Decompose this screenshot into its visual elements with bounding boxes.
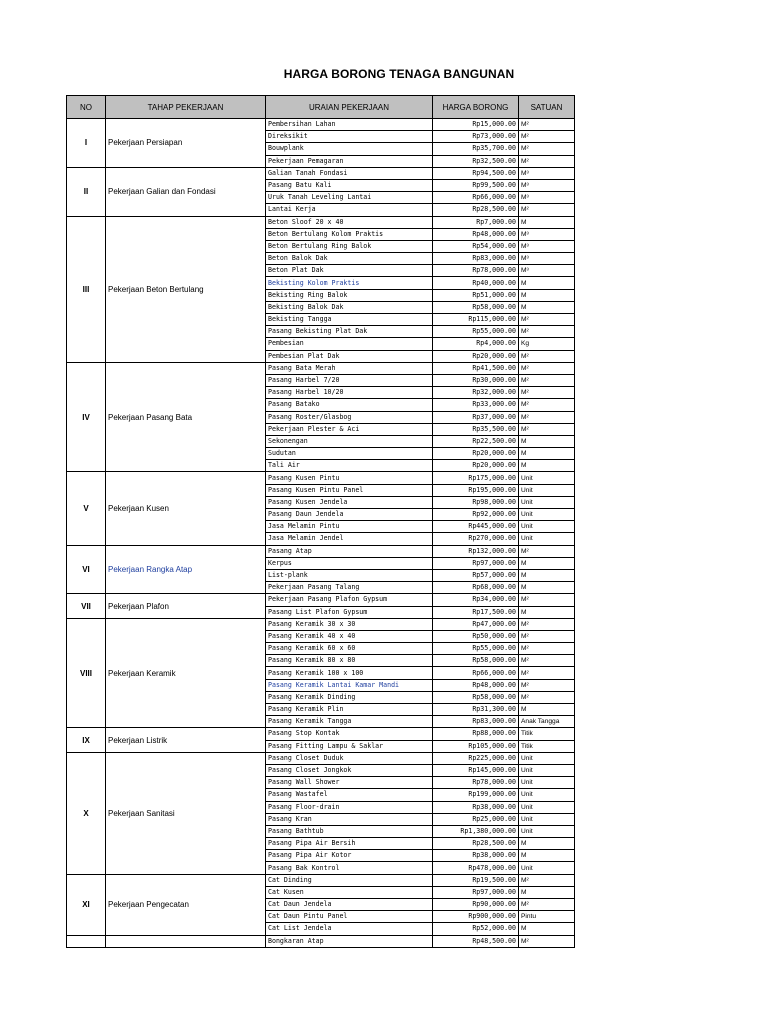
item-unit: M² [519,630,575,642]
item-unit: M² [519,204,575,216]
item-price: Rp35,700.00 [433,143,519,155]
item-price: Rp98,000.00 [433,496,519,508]
item-description: Lantai Kerja [266,204,433,216]
item-unit: M² [519,655,575,667]
item-price: Rp175,000.00 [433,472,519,484]
item-unit: M² [519,411,575,423]
item-unit: Unit [519,777,575,789]
item-price: Rp225,000.00 [433,752,519,764]
item-unit: Unit [519,496,575,508]
item-description: Jasa Melamin Pintu [266,521,433,533]
item-description: Pasang Closet Duduk [266,752,433,764]
item-unit: M [519,435,575,447]
item-price: Rp97,000.00 [433,886,519,898]
header-no: NO [67,96,106,119]
item-unit: M² [519,618,575,630]
item-description: Cat Daun Pintu Panel [266,911,433,923]
item-description: Pasang Keramik Tangga [266,716,433,728]
item-description: Pasang Harbel 7/20 [266,374,433,386]
item-description: Pekerjaan Pemagaran [266,155,433,167]
group-stage: Pekerjaan Listrik [106,728,266,752]
item-price: Rp7,000.00 [433,216,519,228]
item-unit: M² [519,545,575,557]
item-price: Rp97,000.00 [433,557,519,569]
price-table [66,95,575,948]
table-row [67,545,575,557]
group-number: I [67,119,106,168]
item-price: Rp54,000.00 [433,240,519,252]
item-unit: M³ [519,265,575,277]
group-stage [106,935,266,947]
item-price: Rp55,000.00 [433,643,519,655]
item-unit: M [519,923,575,935]
item-unit: M [519,448,575,460]
item-unit: M [519,557,575,569]
item-description: Cat Kusen [266,886,433,898]
header-satuan: SATUAN [519,96,575,119]
item-price: Rp94,500.00 [433,167,519,179]
item-unit: M² [519,143,575,155]
item-price: Rp28,500.00 [433,838,519,850]
item-price: Rp40,000.00 [433,277,519,289]
item-description: Bongkaran Atap [266,935,433,947]
table-row [67,618,575,630]
item-unit: Unit [519,484,575,496]
item-description: Bekisting Ring Balok [266,289,433,301]
item-unit: Anak Tangga [519,716,575,728]
item-description: Pasang Kusen Pintu Panel [266,484,433,496]
group-number: IV [67,362,106,472]
item-price: Rp92,000.00 [433,509,519,521]
item-description: Pasang Keramik 40 x 40 [266,630,433,642]
item-price: Rp445,000.00 [433,521,519,533]
item-unit: Unit [519,509,575,521]
item-unit: M² [519,374,575,386]
header-harga: HARGA BORONG [433,96,519,119]
item-price: Rp37,000.00 [433,411,519,423]
item-unit: Kg [519,338,575,350]
item-price: Rp48,000.00 [433,679,519,691]
item-description: Bouwplank [266,143,433,155]
item-price: Rp78,000.00 [433,265,519,277]
item-description: Pasang Kran [266,813,433,825]
item-description: Bekisting Balok Dak [266,301,433,313]
item-unit: M³ [519,253,575,265]
item-description: Bekisting Kolom Praktis [266,277,433,289]
item-price: Rp47,000.00 [433,618,519,630]
item-price: Rp41,500.00 [433,362,519,374]
item-price: Rp58,000.00 [433,691,519,703]
item-price: Rp20,000.00 [433,448,519,460]
item-unit: Titik [519,728,575,740]
item-unit: M³ [519,240,575,252]
item-price: Rp32,500.00 [433,155,519,167]
item-description: Pasang Bak Kontrol [266,862,433,874]
item-unit: Unit [519,813,575,825]
item-price: Rp35,500.00 [433,423,519,435]
group-stage: Pekerjaan Rangka Atap [106,545,266,594]
item-price: Rp73,000.00 [433,131,519,143]
item-description: Beton Sloof 20 x 40 [266,216,433,228]
item-price: Rp25,000.00 [433,813,519,825]
item-description: Pasang Keramik 60 x 60 [266,643,433,655]
item-price: Rp22,500.00 [433,435,519,447]
item-description: Pasang Atap [266,545,433,557]
item-description: Pekerjaan Pasang Plafon Gypsum [266,594,433,606]
header-tahap: TAHAP PEKERJAAN [106,96,266,119]
item-price: Rp478,000.00 [433,862,519,874]
item-price: Rp66,000.00 [433,192,519,204]
item-price: Rp195,000.00 [433,484,519,496]
item-description: Pasang Closet Jongkok [266,764,433,776]
item-unit: M³ [519,167,575,179]
item-description: Bekisting Tangga [266,314,433,326]
item-unit: M² [519,119,575,131]
item-price: Rp50,000.00 [433,630,519,642]
table-row [67,594,575,606]
header-uraian: URAIAN PEKERJAAN [266,96,433,119]
item-description: Sekonengan [266,435,433,447]
item-unit: M² [519,387,575,399]
group-number: III [67,216,106,362]
item-description: Cat List Jendela [266,923,433,935]
item-description: List-plank [266,569,433,581]
item-price: Rp145,000.00 [433,764,519,776]
group-number [67,935,106,947]
item-unit: M³ [519,179,575,191]
item-unit: Unit [519,752,575,764]
item-price: Rp83,000.00 [433,253,519,265]
item-description: Pasang Keramik Lantai Kamar Mandi [266,679,433,691]
item-description: Beton Bertulang Kolom Praktis [266,228,433,240]
item-price: Rp199,000.00 [433,789,519,801]
item-price: Rp34,000.00 [433,594,519,606]
item-description: Galian Tanah Fondasi [266,167,433,179]
item-description: Pasang Keramik Dinding [266,691,433,703]
table-row [67,216,575,228]
table-body [67,119,575,948]
item-unit: Unit [519,764,575,776]
item-price: Rp115,000.00 [433,314,519,326]
item-price: Rp15,000.00 [433,119,519,131]
item-price: Rp19,500.00 [433,874,519,886]
item-unit: M² [519,131,575,143]
item-description: Pasang Keramik Plin [266,704,433,716]
group-stage: Pekerjaan Keramik [106,618,266,728]
item-price: Rp55,000.00 [433,326,519,338]
item-unit: M² [519,667,575,679]
item-price: Rp33,000.00 [433,399,519,411]
item-price: Rp57,000.00 [433,569,519,581]
table-row [67,874,575,886]
item-price: Rp30,000.00 [433,374,519,386]
group-stage: Pekerjaan Kusen [106,472,266,545]
group-number: II [67,167,106,216]
item-description: Pasang Roster/Glasbog [266,411,433,423]
item-unit: M² [519,594,575,606]
group-number: VIII [67,618,106,728]
item-unit: Unit [519,472,575,484]
item-price: Rp900,000.00 [433,911,519,923]
item-description: Jasa Melamin Jendel [266,533,433,545]
item-unit: M² [519,350,575,362]
item-price: Rp4,000.00 [433,338,519,350]
item-description: Pasang Keramik 30 x 30 [266,618,433,630]
item-unit: M² [519,899,575,911]
item-price: Rp58,000.00 [433,301,519,313]
item-unit: M [519,569,575,581]
table-row [67,119,575,131]
item-description: Kerpus [266,557,433,569]
item-unit: M² [519,362,575,374]
item-price: Rp17,500.00 [433,606,519,618]
group-stage: Pekerjaan Sanitasi [106,752,266,874]
item-price: Rp99,500.00 [433,179,519,191]
table-row [67,935,575,947]
item-unit: M² [519,423,575,435]
table-row [67,362,575,374]
item-unit: Unit [519,533,575,545]
item-unit: M [519,606,575,618]
group-stage: Pekerjaan Plafon [106,594,266,618]
item-unit: M² [519,326,575,338]
item-unit: Unit [519,825,575,837]
item-unit: M² [519,935,575,947]
item-description: Beton Bertulang Ring Balok [266,240,433,252]
group-stage: Pekerjaan Galian dan Fondasi [106,167,266,216]
item-description: Pasang Wall Shower [266,777,433,789]
item-description: Pasang Bata Merah [266,362,433,374]
item-description: Pasang Bathtub [266,825,433,837]
group-number: XI [67,874,106,935]
item-price: Rp90,000.00 [433,899,519,911]
item-description: Pasang Batu Kali [266,179,433,191]
item-unit: M² [519,679,575,691]
item-price: Rp132,000.00 [433,545,519,557]
item-description: Cat Daun Jendela [266,899,433,911]
item-unit: M² [519,314,575,326]
item-unit: Unit [519,521,575,533]
group-number: V [67,472,106,545]
item-description: Pasang Batako [266,399,433,411]
item-unit: M [519,704,575,716]
item-price: Rp48,500.00 [433,935,519,947]
item-price: Rp38,000.00 [433,801,519,813]
item-description: Pasang Wastafel [266,789,433,801]
item-description: Pasang Pipa Air Bersih [266,838,433,850]
item-description: Tali Air [266,460,433,472]
item-price: Rp20,000.00 [433,460,519,472]
page-title: HARGA BORONG TENAGA BANGUNAN [283,67,515,81]
item-unit: Pintu [519,911,575,923]
item-description: Pasang Daun Jendela [266,509,433,521]
item-price: Rp83,000.00 [433,716,519,728]
item-unit: Unit [519,862,575,874]
item-unit: M [519,289,575,301]
item-unit: M² [519,643,575,655]
item-description: Pasang Fitting Lampu & Saklar [266,740,433,752]
item-description: Sudutan [266,448,433,460]
item-description: Pasang Pipa Air Kotor [266,850,433,862]
group-stage: Pekerjaan Pengecatan [106,874,266,935]
item-description: Pembesian Plat Dak [266,350,433,362]
group-number: VII [67,594,106,618]
item-description: Cat Dinding [266,874,433,886]
item-unit: Unit [519,789,575,801]
item-description: Pasang Kusen Jendela [266,496,433,508]
item-description: Pasang Floor-drain [266,801,433,813]
item-price: Rp31,300.00 [433,704,519,716]
group-number: IX [67,728,106,752]
item-description: Pasang Stop Kontak [266,728,433,740]
item-price: Rp28,500.00 [433,204,519,216]
item-description: Pembersihan Lahan [266,119,433,131]
item-price: Rp51,000.00 [433,289,519,301]
item-price: Rp38,000.00 [433,850,519,862]
item-unit: M³ [519,192,575,204]
item-unit: M² [519,874,575,886]
item-description: Pasang Harbel 10/20 [266,387,433,399]
group-number: X [67,752,106,874]
item-unit: M² [519,691,575,703]
group-number: VI [67,545,106,594]
item-unit: M² [519,155,575,167]
item-description: Uruk Tanah Leveling Lantai [266,192,433,204]
item-price: Rp78,000.00 [433,777,519,789]
item-price: Rp32,000.00 [433,387,519,399]
item-description: Direksikit [266,131,433,143]
item-price: Rp20,000.00 [433,350,519,362]
item-unit: M [519,216,575,228]
table-header-row [67,96,575,119]
item-unit: M² [519,399,575,411]
item-unit: Titik [519,740,575,752]
item-description: Pasang Keramik 100 x 100 [266,667,433,679]
item-price: Rp270,000.00 [433,533,519,545]
item-unit: M [519,460,575,472]
item-price: Rp1,380,000.00 [433,825,519,837]
item-description: Pasang Kusen Pintu [266,472,433,484]
item-price: Rp48,000.00 [433,228,519,240]
item-price: Rp66,000.00 [433,667,519,679]
item-unit: M [519,301,575,313]
item-description: Pasang Bekisting Plat Dak [266,326,433,338]
group-stage: Pekerjaan Beton Bertulang [106,216,266,362]
item-price: Rp88,000.00 [433,728,519,740]
item-description: Pekerjaan Plester & Aci [266,423,433,435]
group-stage: Pekerjaan Pasang Bata [106,362,266,472]
item-unit: M [519,277,575,289]
item-price: Rp58,000.00 [433,655,519,667]
item-description: Pasang Keramik 80 x 80 [266,655,433,667]
item-description: Pembesian [266,338,433,350]
item-price: Rp52,000.00 [433,923,519,935]
item-unit: M [519,838,575,850]
item-unit: M [519,582,575,594]
item-unit: Unit [519,801,575,813]
table-row [67,728,575,740]
table-row [67,472,575,484]
item-unit: M [519,850,575,862]
item-price: Rp68,000.00 [433,582,519,594]
item-description: Pekerjaan Pasang Talang [266,582,433,594]
item-unit: M [519,886,575,898]
item-description: Beton Balok Dak [266,253,433,265]
group-stage: Pekerjaan Persiapan [106,119,266,168]
table-row [67,167,575,179]
item-price: Rp105,000.00 [433,740,519,752]
table-row [67,752,575,764]
item-description: Pasang List Plafon Gypsum [266,606,433,618]
item-description: Beton Plat Dak [266,265,433,277]
item-unit: M³ [519,228,575,240]
